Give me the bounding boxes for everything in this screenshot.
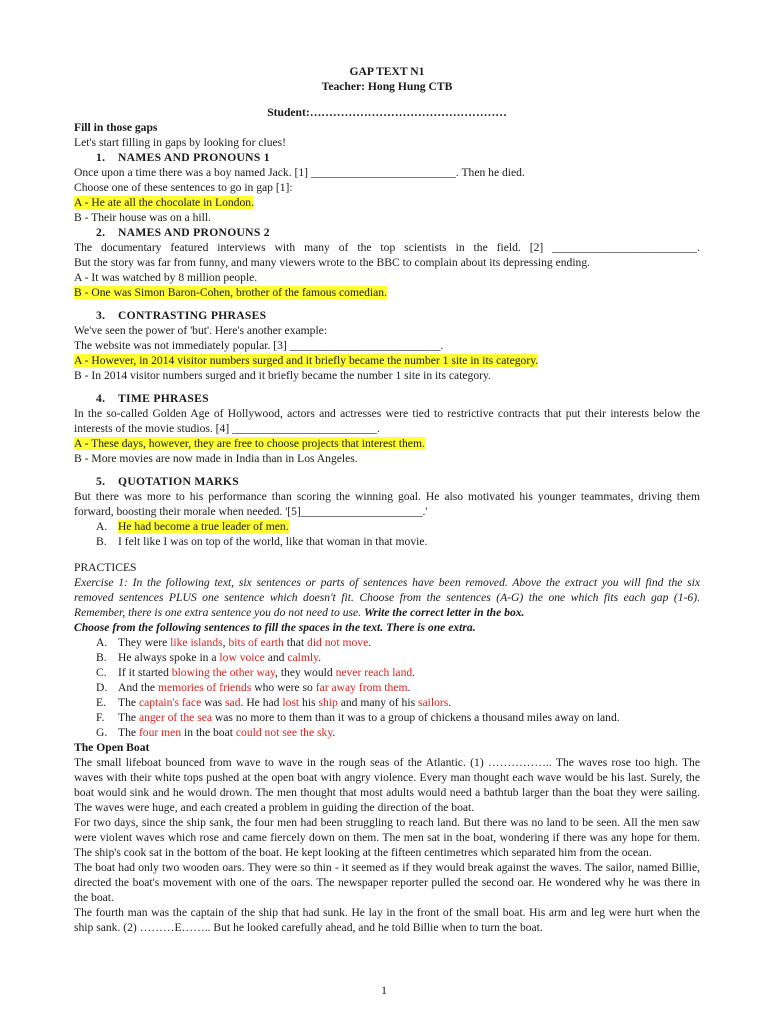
- key-phrase: did not move: [307, 636, 369, 649]
- key-phrase: never reach land: [335, 666, 413, 679]
- option-b-highlighted: B - One was Simon Baron-Cohen, brother of the famous comedian.: [74, 286, 387, 299]
- sentence-letter: A.: [96, 636, 108, 649]
- section-text: In the so-called Golden Age of Hollywood, actors and actresses were tied to restrictive contracts that put their interests below the interests of the movie studios. [4] _________________________.: [74, 407, 700, 435]
- key-phrase: sad: [225, 696, 241, 709]
- sentence-item: B. He always spoke in a low voice and calmly.: [96, 651, 322, 664]
- section-heading: 2. NAMES AND PRONOUNS 2: [96, 226, 270, 239]
- option-b: B - Their house was on a hill.: [74, 211, 211, 224]
- section-heading: 4. TIME PHRASES: [96, 392, 209, 405]
- section-text: Choose one of these sentences to go in gap [1]:: [74, 181, 293, 194]
- choose-line: Choose from the following sentences to fill the spaces in the text. There is one extra.: [74, 621, 476, 634]
- sentence-item: G. The four men in the boat could not see the sky.: [96, 726, 336, 739]
- sentence-item: C. If it started blowing the other way, they would never reach land.: [96, 666, 416, 679]
- section-text: The documentary featured interviews with many of the top scientists in the field. [2] _________________________.: [74, 241, 700, 254]
- teacher-line: Teacher: Hong Hung CTB: [321, 80, 453, 93]
- section-text: But the story was far from funny, and many viewers wrote to the BBC to complain about its depressing ending.: [74, 256, 591, 269]
- story-paragraph: The small lifeboat bounced from wave to wave in the rough seas of the Atlantic. (1) …………….. The waves rose too high. The waves with their white tops pushed at the open boat with angry violence. Every man thought each wave would be his last. Surely, the boat would sink and he would drown. The men thought that most adults would need a bathtub larger than the boat they were sailing. The waves were huge, and each created a problem in guiding the direction of the boat.: [74, 756, 700, 814]
- key-phrase: bits of earth: [228, 636, 284, 649]
- page-number: 1: [381, 984, 387, 997]
- intro-heading: Fill in those gaps: [74, 121, 158, 134]
- option-b: B. I felt like I was on top of the world, like that woman in that movie.: [96, 535, 428, 548]
- story-paragraph: The boat had only two wooden oars. They were so thin - it seemed as if they would break against the waves. The sailor, named Billie, directed the boat's movement with one of the oars. The newspaper reporter pulled the second oar. He wondered why he was there in the boat.: [74, 861, 700, 904]
- story-title: The Open Boat: [74, 741, 150, 754]
- option-b: B - More movies are now made in India than in Los Angeles.: [74, 452, 358, 465]
- option-a-highlighted: A - However, in 2014 visitor numbers surged and it briefly became the number 1 site in its category.: [74, 354, 539, 367]
- key-phrase: captain's face: [138, 696, 202, 709]
- key-phrase: like islands: [170, 636, 223, 649]
- sentence-letter: F.: [96, 711, 105, 724]
- key-phrase: sailors: [417, 696, 449, 709]
- story-paragraph: The fourth man was the captain of the ship that had sunk. He lay in the front of the small boat. His arm and leg were hurt when the ship sank. (2) ………E…….. But he looked carefully ahead, and he told Billie when to turn the boat.: [74, 906, 700, 934]
- story-paragraph: For two days, since the ship sank, the four men had been struggling to reach land. But there was no land to be seen. All the men saw were violent waves which rose and came fiercely down on them. The men sat in the boat, wondering if there was any hope for them. The ship's cook sat in the bottom of the boat. He kept looking at the fifteen centimetres which separated him from the ocean.: [74, 816, 700, 859]
- key-phrase: anger of the sea: [138, 711, 213, 724]
- key-phrase: memories of friends: [157, 681, 252, 694]
- key-phrase: blowing the other way: [171, 666, 276, 679]
- key-phrase: lost: [282, 696, 300, 709]
- section-heading: 1. NAMES AND PRONOUNS 1: [96, 151, 270, 164]
- sentence-letter: B.: [96, 651, 107, 664]
- sentence-letter: C.: [96, 666, 107, 679]
- section-text: We've seen the power of 'but'. Here's another example:: [74, 324, 328, 337]
- practices-heading: PRACTICES: [74, 561, 137, 574]
- option-b: B - In 2014 visitor numbers surged and it briefly became the number 1 site in its category.: [74, 369, 491, 382]
- section-text: The website was not immediately popular. [3] __________________________.: [74, 339, 444, 352]
- intro-text: Let's start filling in gaps by looking for clues!: [74, 136, 287, 149]
- sentence-letter: D.: [96, 681, 108, 694]
- option-a: A. He had become a true leader of men.: [96, 520, 289, 533]
- section-text: Once upon a time there was a boy named Jack. [1] _________________________. Then he died.: [74, 166, 525, 179]
- key-phrase: could not see the sky: [235, 726, 333, 739]
- student-line: Student:……………………………………………: [267, 106, 507, 119]
- key-phrase: low voice: [219, 651, 265, 664]
- doc-title: GAP TEXT N1: [349, 65, 425, 78]
- section-text: But there was more to his performance than scoring the winning goal. He also motivated his younger teammates, driving them forward, boosting their morale when needed. '[5]_____________________.': [74, 490, 700, 518]
- exercise-instructions: Exercise 1: In the following text, six sentences or parts of sentences have been removed. Above the extract you will find the six removed sentences PLUS one sentence which doesn't fit. Choose from the sentences (A-G) the one which fits each gap (1-6). Remember, there is one extra sentence you do not need to use. Write the correct letter in the box.: [74, 576, 700, 619]
- sentence-letter: G.: [96, 726, 108, 739]
- key-phrase: far away from them: [315, 681, 408, 694]
- option-a-highlighted: A - These days, however, they are free to choose projects that interest them.: [74, 437, 425, 450]
- option-a-highlighted: A - He ate all the chocolate in London.: [74, 196, 254, 209]
- key-phrase: calmly: [287, 651, 319, 664]
- sentence-item: A. They were like islands, bits of earth that did not move.: [96, 636, 372, 649]
- sentence-item: F. The anger of the sea was no more to them than it was to a group of chickens a thousand miles away on land.: [96, 711, 620, 724]
- key-phrase: ship: [318, 696, 338, 709]
- key-phrase: four men: [138, 726, 182, 739]
- sentence-item: D. And the memories of friends who were so far away from them.: [96, 681, 411, 694]
- sentence-list: [74, 635, 700, 740]
- sentence-letter: E.: [96, 696, 106, 709]
- section-heading: 3. CONTRASTING PHRASES: [96, 309, 267, 322]
- document-content: [74, 64, 700, 935]
- sentence-item: E. The captain's face was sad. He had lost his ship and many of his sailors.: [96, 696, 452, 709]
- section-heading: 5. QUOTATION MARKS: [96, 475, 239, 488]
- option-a: A - It was watched by 8 million people.: [74, 271, 258, 284]
